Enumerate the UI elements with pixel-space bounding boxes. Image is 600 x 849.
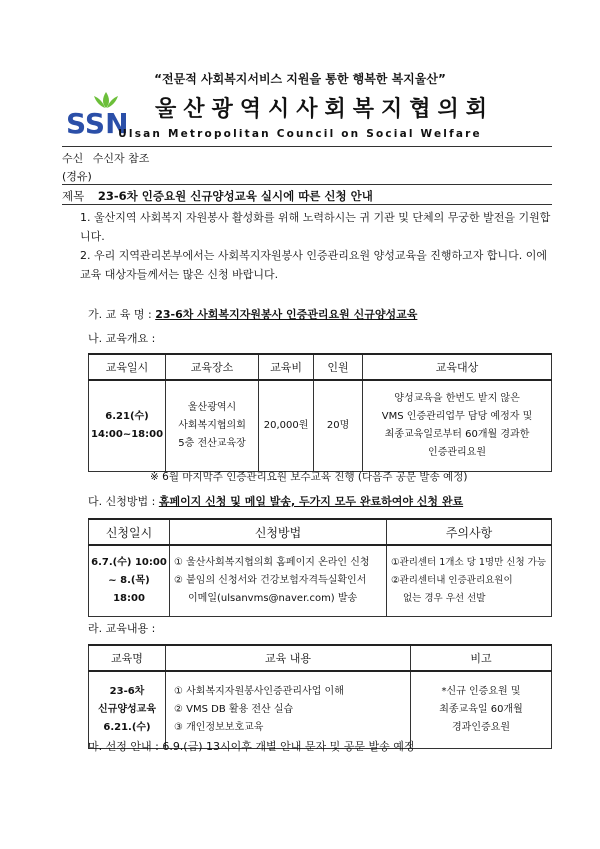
t1-header-place: 교육장소 bbox=[166, 354, 259, 380]
t3-name-line2: 신규양성교육 bbox=[98, 704, 156, 715]
section-na: 나. 교육개요 : bbox=[88, 332, 156, 345]
t1-target-line1: 양성교육을 한번도 받지 않은 bbox=[394, 393, 520, 404]
t3-remark-line3: 경과인증요원 bbox=[452, 722, 510, 733]
t3-content-line3: ③ 개인정보보호교육 bbox=[174, 722, 264, 733]
section-ra: 라. 교육내용 : bbox=[88, 622, 156, 635]
recipient-row bbox=[62, 150, 149, 166]
section-da bbox=[88, 493, 463, 509]
t1-header-date: 교육일시 bbox=[89, 354, 166, 380]
meta-divider-bottom bbox=[62, 204, 552, 205]
subject-row bbox=[62, 188, 373, 204]
education-overview-table bbox=[88, 353, 552, 472]
organization-name: 울산광역시사회복지협의회 bbox=[155, 97, 495, 122]
recipient-label: 수신 bbox=[62, 152, 84, 165]
t3-name bbox=[89, 671, 166, 749]
via-row: (경유) bbox=[62, 170, 92, 183]
t1-target-line3: 최종교육일로부터 60개월 경과한 bbox=[384, 429, 530, 440]
t2-caution-line2: ②관리센터내 인증관리요원이 bbox=[391, 575, 513, 586]
t2-date-line2: ~ 8.(목) 18:00 bbox=[108, 575, 150, 604]
t1-date-line2: 14:00~18:00 bbox=[91, 429, 164, 440]
t1-target-line2: VMS 인증관리업무 담당 예정자 및 bbox=[381, 411, 533, 422]
section-ga-value: 23-6차 사회복지자원봉사 인증관리요원 신규양성교육 bbox=[155, 308, 418, 321]
t3-header-remark: 비고 bbox=[411, 645, 552, 671]
slogan: “전문적 사회복지서비스 지원을 통한 행복한 복지울산” bbox=[154, 72, 446, 86]
t1-target-line4: 인증관리요원 bbox=[428, 447, 486, 458]
section-ga-label: 가. 교 육 명 : bbox=[88, 308, 156, 321]
t3-remark-line1: *신규 인증요원 및 bbox=[441, 686, 521, 697]
header-divider bbox=[62, 146, 552, 147]
t1-target bbox=[363, 380, 552, 472]
application-method-table bbox=[88, 518, 552, 617]
t1-fee: 20,000원 bbox=[259, 380, 314, 472]
section-ma: 마. 선정 안내 : 6.9.(금) 13시이후 개별 안내 문자 및 공문 발송 예정 bbox=[88, 740, 415, 753]
meta-divider-top bbox=[62, 184, 552, 185]
t1-header-target: 교육대상 bbox=[363, 354, 552, 380]
t2-caution bbox=[387, 545, 552, 617]
t2-method bbox=[170, 545, 387, 617]
t2-method-line1: ① 울산사회복지협의회 홈페이지 온라인 신청 bbox=[174, 557, 370, 568]
t3-name-line3: 6.21.(수) bbox=[103, 722, 151, 733]
t1-date bbox=[89, 380, 166, 472]
paragraph-1: 1. 울산지역 사회복지 자원봉사 활성화를 위해 노력하시는 귀 기관 및 단체의 무궁한 발전을 기원합니다. bbox=[80, 211, 551, 243]
t1-place-line2: 사회복지협의회 bbox=[178, 420, 246, 431]
t2-header-method: 신청방법 bbox=[170, 519, 387, 545]
t2-method-line2: ② 붙임의 신청서와 건강보험자격득실확인서 bbox=[174, 575, 367, 586]
t3-remark bbox=[411, 671, 552, 749]
t1-place bbox=[166, 380, 259, 472]
t2-date-line1: 6.7.(수) 10:00 bbox=[91, 557, 167, 568]
notice-note: ※ 6월 마지막주 인증관리요원 보수교육 진행 (다음주 공문 발송 예정) bbox=[150, 471, 468, 483]
t3-header-name: 교육명 bbox=[89, 645, 166, 671]
recipient-value: 수신자 참조 bbox=[92, 152, 150, 165]
t1-header-count: 인원 bbox=[314, 354, 363, 380]
t2-header-caution: 주의사항 bbox=[387, 519, 552, 545]
subject-label: 제목 bbox=[62, 189, 85, 203]
t3-name-line1: 23-6차 bbox=[109, 686, 145, 697]
t1-count: 20명 bbox=[314, 380, 363, 472]
t2-method-line3: 이메일(ulsanvms@naver.com) 발송 bbox=[188, 593, 358, 604]
subject-text: 23-6차 인증요원 신규양성교육 실시에 따른 신청 안내 bbox=[97, 189, 373, 203]
section-da-value: 홈페이지 신청 및 메일 발송, 두가지 모두 완료하여야 신청 완료 bbox=[158, 495, 464, 508]
paragraph-2: 2. 우리 지역관리본부에서는 사회복지자원봉사 인증관리요원 양성교육을 진행하고자 합니다. 이에 교육 대상자들께서는 많은 신청 바랍니다. bbox=[80, 249, 548, 281]
t3-header-content: 교육 내용 bbox=[166, 645, 411, 671]
t2-caution-line3: 없는 경우 우선 선발 bbox=[403, 593, 486, 604]
t3-content-line2: ② VMS DB 활용 전산 실습 bbox=[174, 704, 294, 715]
t2-caution-line1: ①관리센터 1개소 당 1명만 신청 가능 bbox=[391, 557, 547, 568]
t3-remark-line2: 최종교육일 60개월 bbox=[439, 704, 523, 715]
t1-header-fee: 교육비 bbox=[259, 354, 314, 380]
section-da-label: 다. 신청방법 : bbox=[88, 495, 159, 508]
t1-place-line1: 울산광역시 bbox=[187, 402, 237, 413]
logo-text: SSN bbox=[66, 107, 129, 136]
t2-header-date: 신청일시 bbox=[89, 519, 170, 545]
section-ga bbox=[88, 306, 417, 322]
t1-date-line1: 6.21(수) bbox=[105, 411, 149, 422]
organization-name-en: Ulsan Metropolitan Council on Social Welfare bbox=[118, 128, 482, 140]
t1-place-line3: 5층 전산교육장 bbox=[178, 438, 246, 449]
t2-date bbox=[89, 545, 170, 617]
t3-content-line1: ① 사회복지자원봉사인증관리사업 이해 bbox=[174, 686, 344, 697]
education-content-table bbox=[88, 644, 552, 749]
t3-content bbox=[166, 671, 411, 749]
